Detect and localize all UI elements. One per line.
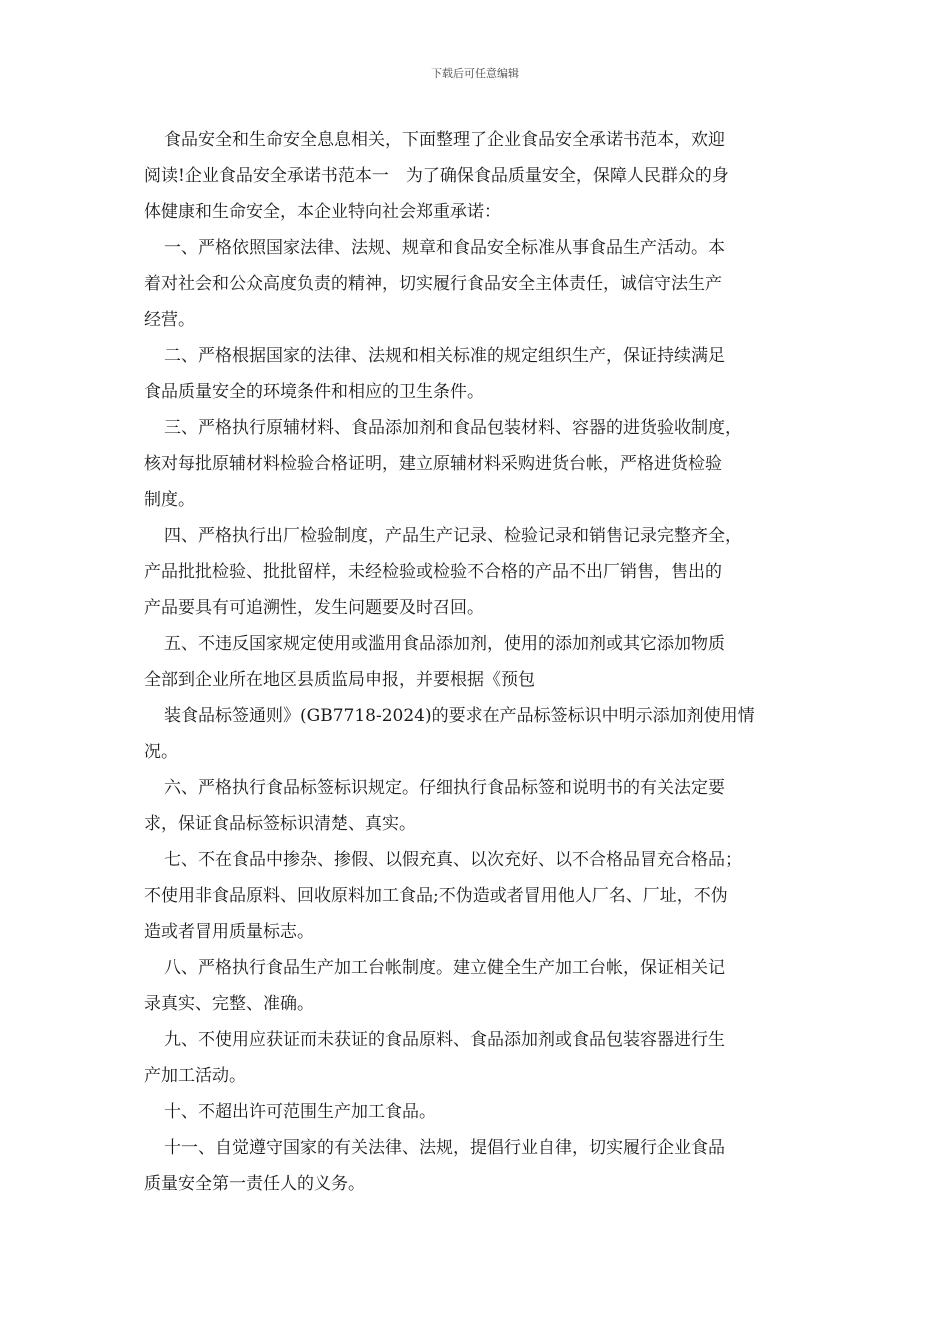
- text-line: 八、严格执行食品生产加工台帐制度。建立健全生产加工台帐，保证相关记: [164, 958, 725, 978]
- text-line: 三、严格执行原辅材料、食品添加剂和食品包装材料、容器的进货验收制度，: [164, 418, 742, 438]
- text-line: 造或者冒用质量标志。: [144, 922, 314, 942]
- text-line: 一、严格依照国家法律、法规、规章和食品安全标准从事食品生产活动。本: [164, 238, 725, 258]
- text-line: 制度。: [144, 490, 195, 510]
- text-line: 产品要具有可追溯性，发生问题要及时召回。: [144, 598, 484, 618]
- text-line: 食品安全和生命安全息息相关，下面整理了企业食品安全承诺书范本，欢迎: [164, 130, 725, 150]
- paragraph-3: [144, 410, 819, 518]
- text-line: 录真实、完整、准确。: [144, 994, 314, 1014]
- text-line: 二、严格根据国家的法律、法规和相关标准的规定组织生产，保证持续满足: [164, 346, 725, 366]
- document-body: [144, 122, 819, 1202]
- text-line: 求，保证食品标签标识清楚、真实。: [144, 814, 416, 834]
- paragraph-4: [144, 518, 819, 626]
- paragraph-2: [144, 338, 819, 410]
- text-line: 产加工活动。: [144, 1066, 246, 1086]
- paragraph-9: [144, 1022, 819, 1094]
- text-line: 阅读!企业食品安全承诺书范本一 为了确保食品质量安全，保障人民群众的身: [144, 166, 729, 186]
- text-line: 体健康和生命安全，本企业特向社会郑重承诺：: [144, 202, 501, 222]
- text-line: 五、不违反国家规定使用或滥用食品添加剂，使用的添加剂或其它添加物质: [164, 634, 725, 654]
- text-line: 食品质量安全的环境条件和相应的卫生条件。: [144, 382, 484, 402]
- text-line: 况。: [144, 742, 178, 762]
- text-line: 核对每批原辅材料检验合格证明，建立原辅材料采购进货台帐，严格进货检验: [144, 454, 722, 474]
- text-line: 不使用非食品原料、回收原料加工食品;不伪造或者冒用他人厂名、厂址，不伪: [144, 886, 728, 906]
- text-line: 产品批批检验、批批留样，未经检验或检验不合格的产品不出厂销售，售出的: [144, 562, 722, 582]
- text-line: 十一、自觉遵守国家的有关法律、法规，提倡行业自律，切实履行企业食品: [164, 1138, 725, 1158]
- paragraph-10: [144, 1094, 819, 1130]
- paragraph-11: [144, 1130, 819, 1202]
- paragraph-intro: [144, 122, 819, 230]
- text-line: 经营。: [144, 310, 195, 330]
- paragraph-6: [144, 770, 819, 842]
- text-line: 全部到企业所在地区县质监局申报，并要根据《预包: [144, 670, 535, 690]
- text-line: 四、严格执行出厂检验制度，产品生产记录、检验记录和销售记录完整齐全，: [164, 526, 742, 546]
- paragraph-7: [144, 842, 819, 950]
- text-line: 十、不超出许可范围生产加工食品。: [164, 1102, 436, 1122]
- paragraph-8: [144, 950, 819, 1022]
- text-line: 装食品标签通则》(GB7718-2024)的要求在产品标签标识中明示添加剂使用情: [164, 706, 755, 726]
- text-line: 六、严格执行食品标签标识规定。仔细执行食品标签和说明书的有关法定要: [164, 778, 725, 798]
- page-header-note: 下载后可任意编辑: [431, 67, 519, 80]
- text-line: 七、不在食品中掺杂、掺假、以假充真、以次充好、以不合格品冒充合格品；: [164, 850, 742, 870]
- text-line: 着对社会和公众高度负责的精神，切实履行食品安全主体责任，诚信守法生产: [144, 274, 722, 294]
- text-line: 质量安全第一责任人的义务。: [144, 1174, 365, 1194]
- paragraph-5: [144, 626, 819, 770]
- text-line: 九、不使用应获证而未获证的食品原料、食品添加剂或食品包装容器进行生: [164, 1030, 725, 1050]
- paragraph-1: [144, 230, 819, 338]
